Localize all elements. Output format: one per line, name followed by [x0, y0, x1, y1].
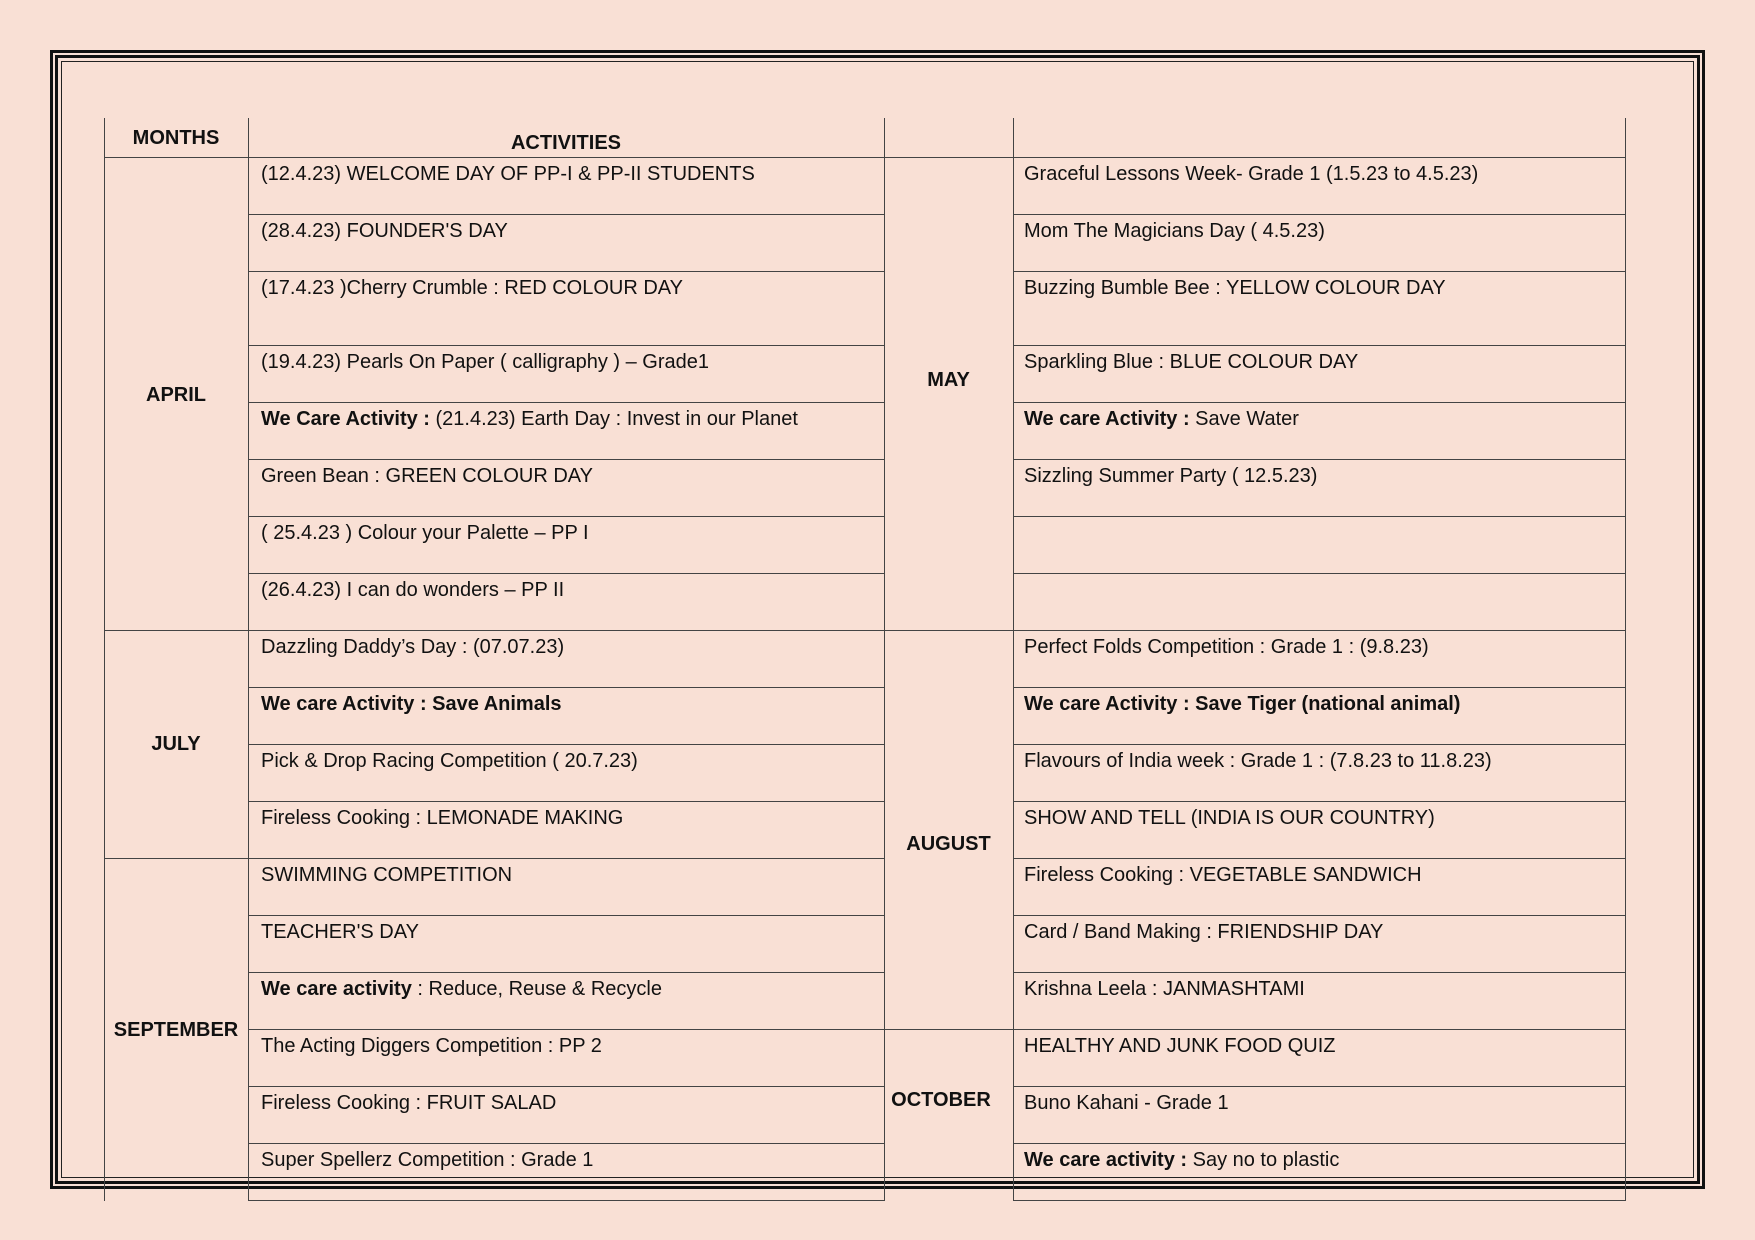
- row-rule-right: [1013, 858, 1625, 859]
- left-activity-cell: [261, 1091, 556, 1115]
- row-rule-right: [1013, 687, 1625, 688]
- row-rule-right: [1013, 630, 1625, 631]
- row-rule-left: [248, 214, 884, 215]
- header-rule: [104, 157, 1625, 158]
- activity-bold-label: We care Activity : Save Animals: [261, 693, 562, 715]
- month-august: AUGUST: [906, 833, 991, 855]
- left-activity-cell: [261, 407, 798, 431]
- activity-text: (21.4.23) Earth Day : Invest in our Planet: [429, 408, 798, 430]
- activity-text: (19.4.23) Pearls On Paper ( calligraphy ) – Grade1: [261, 351, 709, 373]
- right-activity-cell: [1024, 920, 1383, 944]
- left-activity-cell: [261, 521, 589, 545]
- row-rule-right: [1013, 744, 1625, 745]
- activity-text: (12.4.23) WELCOME DAY OF PP-I & PP-II STUDENTS: [261, 163, 755, 185]
- table-vline: [248, 118, 249, 1201]
- activity-text: : Reduce, Reuse & Recycle: [411, 978, 662, 1000]
- activity-text: Pick & Drop Racing Competition ( 20.7.23): [261, 750, 638, 772]
- activity-bold-label: We care Activity : Save Tiger (national animal): [1024, 693, 1461, 715]
- activity-bold-label: We care Activity :: [1024, 408, 1190, 430]
- row-rule-right: [1013, 1086, 1625, 1087]
- row-rule-right: [1013, 345, 1625, 346]
- activity-text: Sparkling Blue : BLUE COLOUR DAY: [1024, 351, 1359, 373]
- activity-bold-label: We care activity :: [1024, 1149, 1188, 1171]
- activity-bold-label: We Care Activity :: [261, 408, 430, 430]
- right-activity-cell: [1024, 162, 1478, 186]
- activity-text: Krishna Leela : JANMASHTAMI: [1024, 978, 1305, 1000]
- row-rule-left: [248, 573, 884, 574]
- row-rule-left: [248, 1143, 884, 1144]
- left-activity-cell: [261, 863, 512, 887]
- row-rule-left: [248, 459, 884, 460]
- activities-header: ACTIVITIES: [510, 132, 621, 154]
- row-rule-right: [1013, 214, 1625, 215]
- activity-text: SWIMMING COMPETITION: [261, 864, 513, 886]
- right-activity-cell: [1024, 1034, 1336, 1058]
- table-vline: [1625, 118, 1626, 1201]
- table-vline: [884, 118, 885, 1201]
- row-rule-left: [248, 271, 884, 272]
- row-rule-left: [248, 1086, 884, 1087]
- activity-text: Graceful Lessons Week- Grade 1 (1.5.23 to 4.5.23): [1024, 163, 1479, 185]
- row-rule-right: [1013, 271, 1625, 272]
- row-rule-left: [248, 1029, 884, 1030]
- left-activity-cell: [261, 749, 638, 773]
- left-activity-cell: [261, 920, 419, 944]
- right-activity-cell: [1024, 806, 1435, 830]
- row-rule-left: [248, 801, 884, 802]
- left-activity-cell: [261, 977, 662, 1001]
- activity-text: Super Spellerz Competition : Grade 1: [261, 1149, 594, 1171]
- activity-text: Perfect Folds Competition : Grade 1 : (9.8.23): [1024, 636, 1429, 658]
- month-rule-left: [104, 858, 248, 859]
- activity-text: Buzzing Bumble Bee : YELLOW COLOUR DAY: [1024, 277, 1446, 299]
- right-activity-cell: [1024, 219, 1325, 243]
- activity-text: HEALTHY AND JUNK FOOD QUIZ: [1024, 1035, 1336, 1057]
- activity-text: Sizzling Summer Party ( 12.5.23): [1024, 465, 1318, 487]
- left-activity-cell: [261, 806, 623, 830]
- left-activity-cell: [261, 635, 564, 659]
- month-october: OCTOBER: [891, 1089, 991, 1111]
- activity-text: Green Bean : GREEN COLOUR DAY: [261, 465, 593, 487]
- activity-text: SHOW AND TELL (INDIA IS OUR COUNTRY): [1024, 807, 1435, 829]
- activity-text: Card / Band Making : FRIENDSHIP DAY: [1024, 921, 1384, 943]
- row-rule-right: [1013, 1200, 1625, 1201]
- activity-text: Flavours of India week : Grade 1 : (7.8.23 to 11.8.23): [1024, 750, 1492, 772]
- right-activity-cell: [1024, 1148, 1339, 1172]
- row-rule-right: [1013, 516, 1625, 517]
- activity-text: ( 25.4.23 ) Colour your Palette – PP I: [261, 522, 589, 544]
- activity-text: Fireless Cooking : LEMONADE MAKING: [261, 807, 624, 829]
- row-rule-right: [1013, 1029, 1625, 1030]
- activity-text: Fireless Cooking : FRUIT SALAD: [261, 1092, 557, 1114]
- row-rule-left: [248, 744, 884, 745]
- row-rule-left: [248, 1200, 884, 1201]
- month-july: JULY: [151, 733, 201, 755]
- month-may: MAY: [927, 369, 970, 391]
- right-activity-cell: [1024, 749, 1492, 773]
- row-rule-right: [1013, 459, 1625, 460]
- activity-text: TEACHER'S DAY: [261, 921, 419, 943]
- right-activity-cell: [1024, 407, 1299, 431]
- row-rule-right: [1013, 915, 1625, 916]
- row-rule-right: [1013, 573, 1625, 574]
- months-header: MONTHS: [132, 127, 220, 149]
- month-april: APRIL: [146, 384, 206, 406]
- row-rule-left: [248, 402, 884, 403]
- activity-text: Save Water: [1189, 408, 1299, 430]
- month-september: SEPTEMBER: [113, 1019, 239, 1041]
- right-activity-cell: [1024, 1091, 1229, 1115]
- left-activity-cell: [261, 692, 562, 716]
- right-activity-cell: [1024, 350, 1358, 374]
- row-rule-right: [1013, 801, 1625, 802]
- right-activity-cell: [1024, 276, 1446, 300]
- month-rule-right: [884, 1029, 1013, 1030]
- right-activity-cell: [1024, 863, 1422, 887]
- row-rule-left: [248, 858, 884, 859]
- activity-text: (17.4.23 )Cherry Crumble : RED COLOUR DAY: [261, 277, 683, 299]
- activity-text: (26.4.23) I can do wonders – PP II: [261, 579, 565, 601]
- activity-text: (28.4.23) FOUNDER'S DAY: [261, 220, 508, 242]
- month-rule-right: [884, 630, 1013, 631]
- row-rule-left: [248, 687, 884, 688]
- activity-text: Fireless Cooking : VEGETABLE SANDWICH: [1024, 864, 1422, 886]
- right-activity-cell: [1024, 692, 1460, 716]
- activity-bold-label: We care activity: [261, 978, 412, 1000]
- left-activity-cell: [261, 1034, 602, 1058]
- month-rule-left: [104, 630, 248, 631]
- row-rule-left: [248, 972, 884, 973]
- activity-text: Dazzling Daddy’s Day : (07.07.23): [261, 636, 565, 658]
- left-activity-cell: [261, 578, 564, 602]
- row-rule-right: [1013, 972, 1625, 973]
- left-activity-cell: [261, 350, 709, 374]
- activity-text: Mom The Magicians Day ( 4.5.23): [1024, 220, 1325, 242]
- row-rule-left: [248, 915, 884, 916]
- activity-text: Say no to plastic: [1187, 1149, 1340, 1171]
- right-activity-cell: [1024, 635, 1429, 659]
- row-rule-left: [248, 516, 884, 517]
- right-activity-cell: [1024, 464, 1317, 488]
- left-activity-cell: [261, 162, 755, 186]
- activity-text: The Acting Diggers Competition : PP 2: [261, 1035, 602, 1057]
- row-rule-right: [1013, 1143, 1625, 1144]
- left-activity-cell: [261, 276, 683, 300]
- table-vline: [1013, 118, 1014, 1201]
- row-rule-left: [248, 345, 884, 346]
- row-rule-right: [1013, 402, 1625, 403]
- left-activity-cell: [261, 1148, 593, 1172]
- activity-text: Buno Kahani - Grade 1: [1024, 1092, 1229, 1114]
- left-activity-cell: [261, 464, 593, 488]
- left-activity-cell: [261, 219, 508, 243]
- row-rule-left: [248, 630, 884, 631]
- right-activity-cell: [1024, 977, 1305, 1001]
